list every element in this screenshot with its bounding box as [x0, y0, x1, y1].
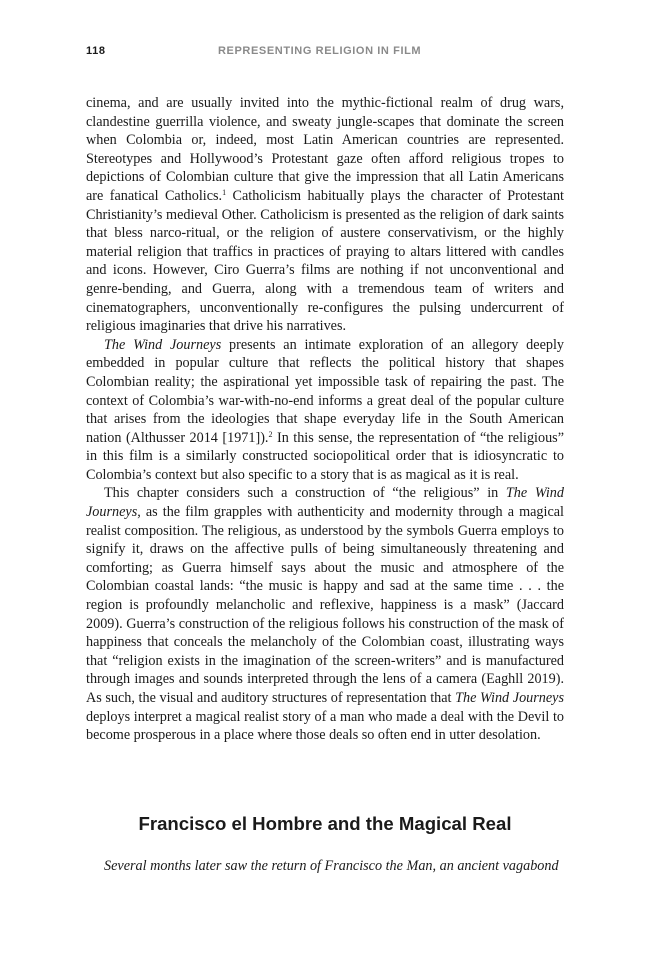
- paragraph-1-text-b: Catholicism habitually plays the character of Protestant Christianity’s medieval Other. Catholicism is presented as the religion of dark saints that bless narco-ritual, or the religion of austere conservativism, or the highly material religion that traffics in practices of praying to altars littered with candles and icons. However, Ciro Guerra’s films are nothing if not unconventional and genre-bending, and Guerra, along with a tremendous team of writers and cinematographers, unconventionally re-configures the pulsing undercurrent of religious imaginaries that drive his narratives.: [86, 187, 564, 335]
- body-text: [86, 94, 564, 745]
- paragraph-1: [86, 94, 564, 336]
- paragraph-3-text-a: This chapter considers such a construction of “the religious” in: [104, 485, 506, 502]
- film-title: The Wind Journeys: [455, 690, 564, 706]
- film-title: The Wind Journeys: [104, 336, 222, 353]
- footnote-ref-1[interactable]: 1: [222, 187, 227, 197]
- paragraph-3-text-c: deploys interpret a magical realist story of a man who made a deal with the Devil to become prosperous in a place where those deals so often end in utter desolation.: [86, 708, 564, 744]
- paragraph-3-text-b: , as the film grapples with authenticity and modernity through a magical realist composition. The religious, as understood by the symbols Guerra employs to signify it, draws on the affective pulls of being simultaneously threatening and comforting; as Guerra himself says about the music and atmosphere of the Colombian coastal lands: “the music is happy and sad at the same time . . . the region is profoundly melancholic and reflexive, happiness is a mask” (Jaccard 2009). Guerra’s construction of the religious follows his construction of the mask of happiness that conceals the melancholy of the Colombian coast, illustrating ways that “religion exists in the imagination of the screen-writers” and is manufactured through images and sounds interpreted through the lens of a camera (Eaghll 2019). As such, the visual and auditory structures of representation that: [86, 504, 564, 706]
- paragraph-2-text-a: presents an intimate exploration of an allegory deeply embedded in popular culture that reflects the political history that shapes Colombian reality; the aspirational yet impossible task of repairing the past. The context of Colombia’s war-with-no-end informs a great deal of the popular culture that arises from the ideologies that shape everyday life in the South American nation (Althusser 2014 [1971]).: [86, 336, 564, 446]
- running-title: REPRESENTING RELIGION IN FILM: [218, 45, 422, 57]
- paragraph-3: [86, 484, 564, 744]
- epigraph: Several months later saw the return of Francisco the Man, an ancient vagabond: [104, 858, 559, 874]
- page-number: 118: [86, 45, 106, 57]
- paragraph-1-text-a: cinema, and are usually invited into the mythic-fictional realm of drug wars, clandestine guerrilla violence, and sweaty jungle-scapes that dominate the screen when Colombia or, indeed, most Latin American countries are represented. Stereotypes and Hollywood’s Protestant gaze often afford religious tropes to depictions of Colombian culture that give the impression that all Latin Americans are fanatical Catholics.: [86, 95, 564, 204]
- footnote-ref-2[interactable]: 2: [268, 429, 273, 439]
- film-title: The Wind Journeys: [86, 485, 564, 521]
- running-head: [86, 45, 564, 61]
- paragraph-2-text-b: In this sense, the representation of “the religious” in this film is a similarly constructed sociopolitical order that is idiosyncratic to Colombia’s context but also specific to a story that is as magical as it is real.: [86, 429, 564, 483]
- section-heading: Francisco el Hombre and the Magical Real: [138, 813, 512, 834]
- paragraph-2: [86, 336, 564, 485]
